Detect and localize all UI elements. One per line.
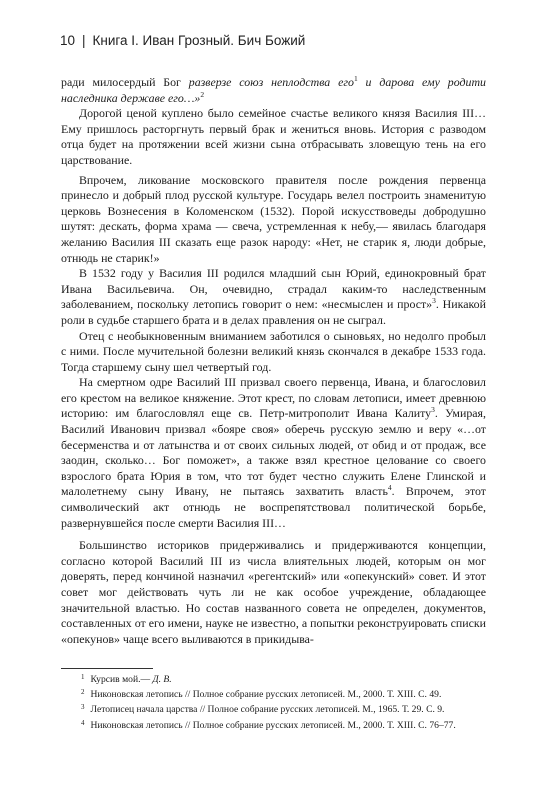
footnote-text: Курсив мой.—: [90, 674, 153, 685]
paragraph-text: В 1532 году у Василия III родился младший сын Юрий, единокровный брат Ивана Васильевича. Он, очевидно, страдал каким-то наследственным заболеванием, поскольку летопись говорит о нем: «несмыслен и прост»: [61, 266, 486, 312]
running-header: [60, 33, 305, 48]
footnote-3: [61, 703, 486, 717]
paragraph-3: Впрочем, ликование московского правителя после рождения первенца принесло и добрый плод русской культуре. Государь велел построить знаменитую церковь Вознесения в Коломенском (1532). Порой искусствоведы добродушно шутят: дескать, форма храма — свеча, устремленная к небу,— явилась благодаря желанию Василия III сказать еще разок народу: «Нет, не старик я, люди добрые, отнюдь не старик!»: [61, 172, 486, 265]
footnote-2: [61, 688, 486, 702]
footnote-mark: 2: [81, 688, 85, 697]
paragraph-5: Отец с необыкновенным вниманием заботился о сыновьях, но недолго пробыл с ними. После мучительной болезни великий князь скончался в декабре 1533 года. Тогда старшему сыну шел четвертый год.: [61, 328, 486, 374]
footnote-divider: [61, 668, 153, 669]
footnote-text: Никоновская летопись // Полное собрание русских летописей. М., 2000. Т. XIII. С. 49.: [90, 689, 442, 701]
paragraph-text: . Впрочем, этот символический акт отнюдь не воспрепятствовал политической борьбе, развернувшейся после смерти Василия III…: [61, 484, 487, 530]
footnote-mark: 1: [81, 673, 85, 681]
footnote-ref[interactable]: 3: [432, 296, 436, 306]
footnote-4: [61, 719, 486, 733]
italic-quote: разверзе союз неплодства его: [188, 75, 354, 89]
paragraph-6: [61, 375, 486, 531]
italic-quote: и дарова ему родити наследника державе его…»: [61, 75, 486, 105]
footnote-1: [61, 673, 486, 687]
header-separator: |: [82, 33, 86, 48]
footnote-ref[interactable]: 4: [387, 483, 392, 493]
paragraph-1: [61, 75, 486, 106]
page-number: 10: [60, 33, 76, 48]
footnote-author: Д. В.: [152, 674, 172, 685]
main-text: [61, 75, 486, 647]
paragraph-text: . Умирая, Василий Иванович призвал «бояре своя» оберечь русскую землю и веру «…от бесерменства и от латынства и от своих сильных людей, от обид и от продаж, все заодин, сколько… Бог поможет», а также взял крестное целование со своего взрослого брата Юрия в том, что тот будет честно служить Елене Глинской и малолетнему сыну Ивану, не пытаясь захватить власть: [61, 406, 486, 499]
paragraph-text: . Никакой роли в судьбе старшего брата и в делах правления он не сыграл.: [61, 297, 486, 327]
paragraph-7: Большинство историков придерживались и придерживаются концепции, согласно которой Василий III из числа влиятельных людей, которым он мог доверять, перед кончиной назначил «регентский» или «опекунский» совет. И этот совет мог действовать чуть ли не как особое учреждение, обладающее значительной властью. Но состав названного совета не определен, документов, составленных от его имени, науке не известно, а попытки реконструировать списки «опекунов» чаще всего выливаются в прикидыва-: [61, 538, 486, 646]
footnote-text: Летописец начала царства // Полное собрание русских летописей. М., 1965. Т. 29. С. 9.: [90, 704, 445, 716]
paragraph-text: На смертном одре Василий III призвал своего первенца, Ивана, и благословил его крестом на великое княжение. Этот крест, по словам летописи, имеет древнюю историю: им благословлял еще св. Петр-митрополит Ивана Калиту: [61, 375, 486, 421]
paragraph-text: ради милосердый Бог: [61, 75, 189, 89]
paragraph-2: Дорогой ценой куплено было семейное счастье великого князя Василия III… Ему пришлось расторгнуть первый брак и жениться вновь. История с разводом отца будет на протяжении всей жизни сына отбрасывать зловещую тень на его царствование.: [61, 106, 486, 167]
footnote-text: Никоновская летопись // Полное собрание русских летописей. М., 2000. Т. XIII. С. 76–77.: [90, 719, 456, 731]
paragraph-4: [61, 266, 486, 328]
running-title: Книга I. Иван Грозный. Бич Божий: [92, 33, 306, 48]
footnote-mark: 3: [81, 703, 85, 712]
footnote-ref[interactable]: 2: [200, 89, 205, 99]
footnotes: [61, 673, 486, 734]
footnote-mark: 4: [81, 718, 85, 727]
footnote-ref[interactable]: 3: [431, 405, 435, 415]
footnote-ref[interactable]: 1: [353, 74, 358, 83]
